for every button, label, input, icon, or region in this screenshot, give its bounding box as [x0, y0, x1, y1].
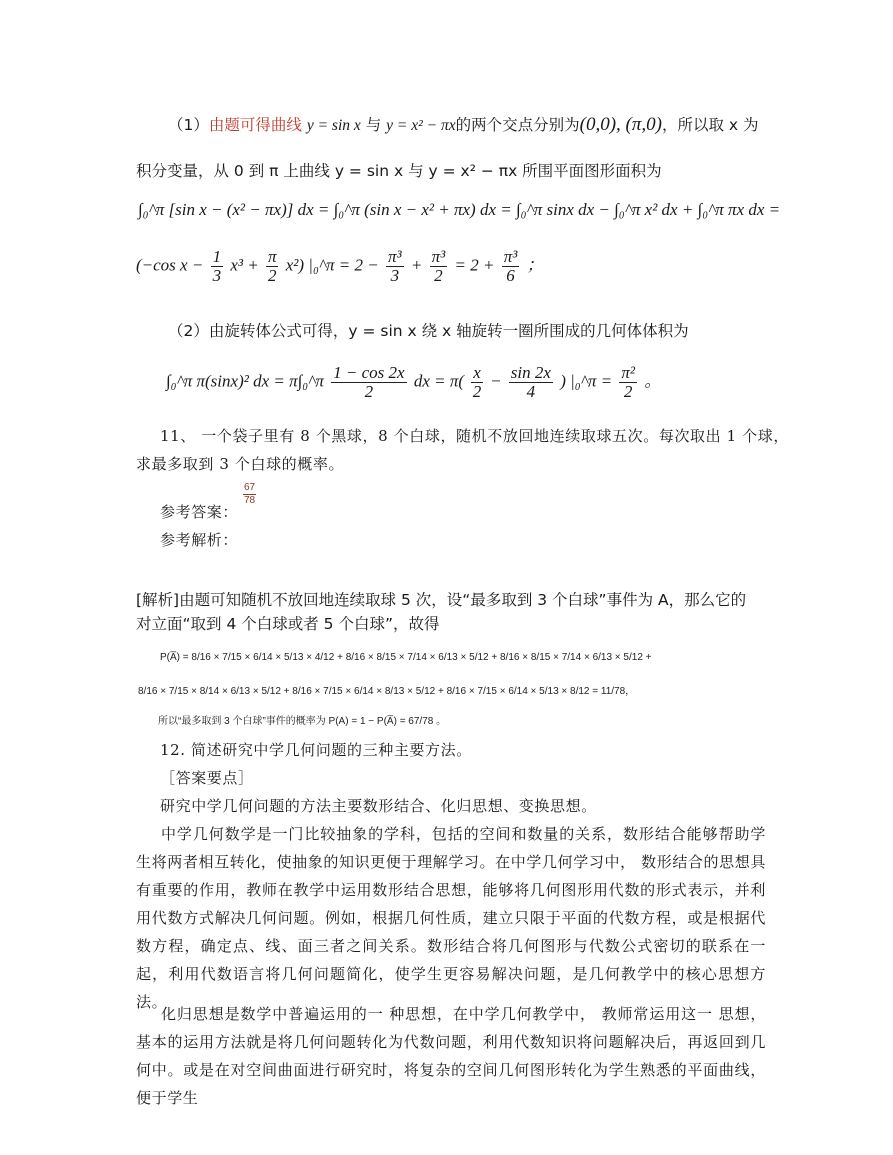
- part2-frac-d: $\frac{\text{π²}}{2}$: [621, 363, 635, 401]
- q11-answer: [160, 498, 238, 526]
- part2-end: 。: [644, 371, 662, 391]
- result-frac4: $\frac{\text{π³}}{2}$: [431, 247, 446, 285]
- part2-frac-c: $\frac{\sin 2x}{4}$: [510, 363, 551, 401]
- part2-text: 由旋转体公式可得，y = sin x 绕 x 轴旋转一圈所围成的几何体体积为: [208, 322, 689, 340]
- part1-result-line: [136, 248, 544, 285]
- q12-para3: 化归思想是数学中普遍运用的一 种思想，在中学几何教学中， 教师常运用这一 思想，基本的运用方法就是将几何问题转化为代数问题，利用代数知识将问题解决后，再返回到几何中。或是在对空间曲面进行研究时，将复杂的空间几何图形转化为学生熟悉的平面曲线， 便于学生: [136, 1005, 766, 1107]
- solution-line2: 对立面“取到 4 个白球或者 5 个白球”，故得: [136, 615, 440, 633]
- part1-points: (0,0), (π,0): [579, 114, 662, 135]
- part2-frac-b: $\frac{x}{2}$: [472, 363, 482, 401]
- part2-integral: [166, 364, 661, 401]
- result-eq: = 2 +: [454, 255, 495, 275]
- result-frac5: $\frac{\text{π³}}{6}$: [503, 247, 518, 285]
- answer-num: 67: [244, 482, 256, 493]
- part2-eval: ) |₀^π =: [560, 371, 613, 391]
- part1-mid: 的两个交点分别为: [455, 116, 580, 134]
- result-end: ；: [526, 255, 544, 275]
- answer-label: 参考答案：: [160, 503, 239, 521]
- part1-label: （1）: [168, 116, 209, 134]
- part1-tail: ，所以取 x 为: [661, 116, 759, 134]
- prob-row3: 所以“最多取到 3 个白球”事件的概率为 P(A) = 1 − P(A̅) = 67/78 。: [158, 716, 447, 727]
- part1-eq1: y = sin x: [306, 117, 361, 134]
- result-frac1: $\frac{1}{3}$: [212, 247, 222, 285]
- prob-row1: P(A̅) = 8/16 × 7/15 × 6/14 × 5/13 × 4/12 + 8/16 × 8/15 × 7/14 × 6/13 × 5/12 + 8/16 × 8/15 × 7/14 × 6/13 × 5/12 +: [160, 652, 652, 663]
- part1-line1: [168, 114, 759, 137]
- part2-line: [168, 320, 689, 342]
- q12-title: 12. 简述研究中学几何问题的三种主要方法。: [160, 741, 472, 759]
- result-plus: +: [410, 255, 423, 275]
- part2-integral-left: ∫₀^π π(sinx)² dx = π∫₀^π: [166, 371, 324, 391]
- part2-minus: −: [490, 371, 502, 391]
- q12-para1: 研究中学几何问题的方法主要数形结合、化归思想、变换思想。: [160, 797, 597, 815]
- solution-line1: [解析]由题可知随机不放回地连续取球 5 次，设“最多取到 3 个白球”事件为 A，那么它的: [136, 591, 747, 609]
- q11-line1: 11、 一个袋子里有 8 个黑球，8 个白球，随机不放回地连续取球五次。每次取出 1 个球，: [160, 427, 789, 445]
- part1-integral-line: ∫₀^π [sin x − (x² − πx)] dx = ∫₀^π (sin x − x² + πx) dx = ∫₀^π sinx dx − ∫₀^π x² dx + ∫₀^π πx dx =: [138, 200, 781, 219]
- result-right: x²) |₀^π = 2 −: [285, 255, 379, 275]
- prob-row2: 8/16 × 7/15 × 8/14 × 6/13 × 5/12 + 8/16 × 7/15 × 6/14 × 8/13 × 5/12 + 8/16 × 7/15 × 6/14 × 5/13 × 8/12 = 11/78，: [138, 686, 636, 697]
- result-left: (−cos x −: [136, 255, 204, 275]
- part2-frac-a: $\frac{1 - \cos 2x}{2}$: [333, 363, 405, 401]
- result-mid: x³ +: [230, 255, 259, 275]
- answer-fraction: [243, 482, 256, 507]
- part1-intro: 由题可得曲线: [208, 116, 302, 134]
- part1-eq2: y = x² − πx: [386, 117, 456, 134]
- analysis-label: 参考解析：: [160, 531, 239, 549]
- part2-label: （2）: [168, 322, 209, 340]
- part1-line2: 积分变量，从 0 到 π 上曲线 y = sin x 与 y = x² − πx 所围平面图形面积为: [136, 162, 662, 180]
- answer-den: 78: [244, 495, 256, 506]
- q11-line2: 求最多取到 3 个白球的概率。: [136, 455, 345, 473]
- part1-conj: 与: [365, 116, 382, 134]
- q12-para2: 中学几何数学是一门比较抽象的学科，包括的空间和数量的关系，数形结合能够帮助学生将两者相互转化，使抽象的知识更便于理解学习。在中学几何学习中， 数形结合的思想具有重要的作用，教师在教学中运用数形结合思想，能够将几何图形用代数的形式表示，并利用代数方式解决几何问题。例如，根据几何性质，建立只限于平面的代数方程，或是根据代数方程，确定点、线、面三者之间关系。数形结合将几何图形与代数公式密切的联系在一起，利用代数语言将几何问题简化，使学生更容易解决问题，是几何教学中的核心思想方法。: [136, 825, 766, 1011]
- q12-answer-heading: ［答案要点］: [160, 769, 254, 787]
- part2-mid: dx = π(: [413, 371, 465, 391]
- result-frac2: $\frac{\pi}{2}$: [267, 247, 277, 285]
- result-frac3: $\frac{\text{π³}}{3}$: [388, 247, 402, 285]
